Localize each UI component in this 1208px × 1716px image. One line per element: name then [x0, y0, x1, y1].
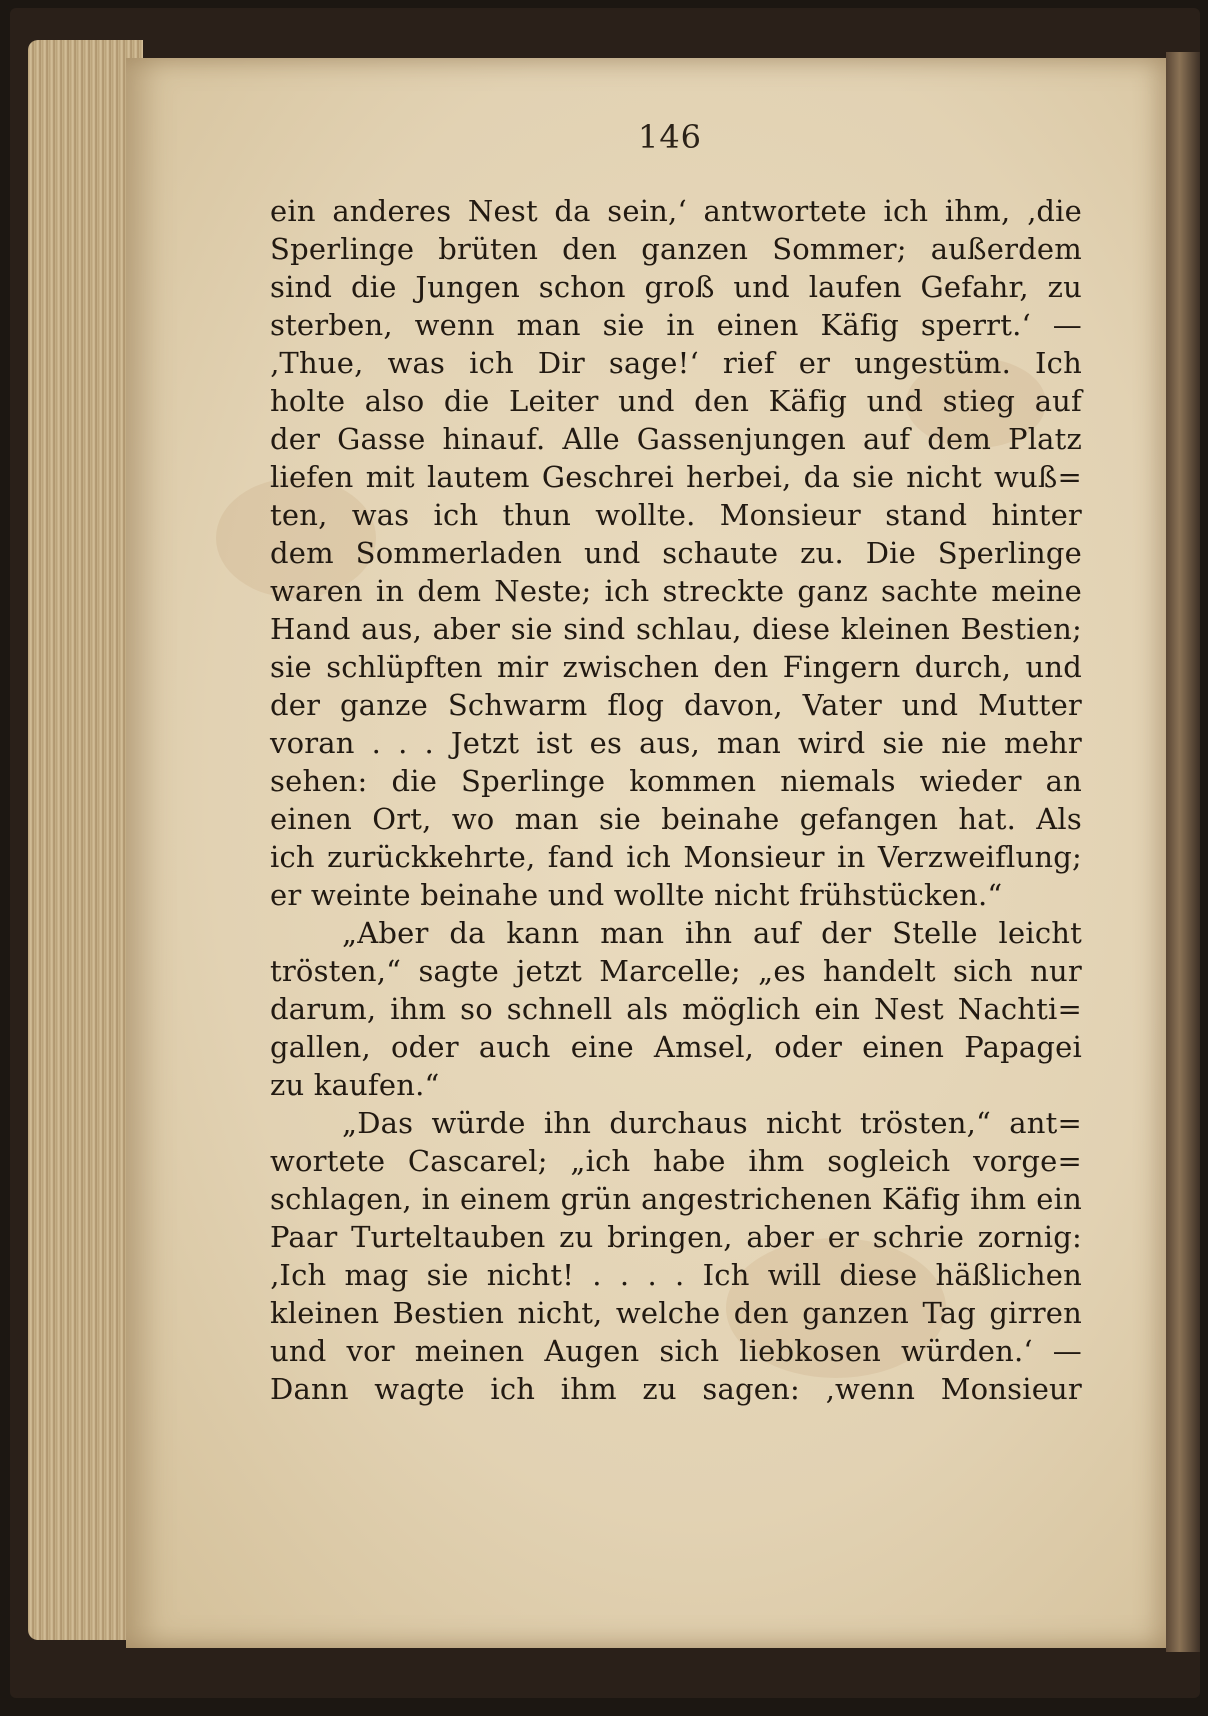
text-line: ich zurückkehrte, fand ich Monsieur in Verzweiflung; — [270, 840, 1082, 874]
text-line: ‚Ich mag sie nicht! . . . . Ich will diese häßlichen — [270, 1258, 1082, 1292]
text-line: liefen mit lautem Geschrei herbei, da sie nicht wuß= — [270, 460, 1082, 494]
text-line: wortete Cascarel; „ich habe ihm sogleich vorge= — [270, 1144, 1082, 1178]
text-line: Hand aus, aber sie sind schlau, diese kleinen Bestien; — [270, 612, 1082, 646]
text-line: sind die Jungen schon groß und laufen Gefahr, zu — [270, 270, 1082, 304]
text-line: waren in dem Neste; ich streckte ganz sachte meine — [270, 574, 1082, 608]
text-line: ten, was ich thun wollte. Monsieur stand hinter — [270, 498, 1082, 532]
text-line: und vor meinen Augen sich liebkosen würden.‘ — — [270, 1334, 1082, 1368]
text-line: Dann wagte ich ihm zu sagen: ‚wenn Monsieur — [270, 1372, 1082, 1406]
text-line: schlagen, in einem grün angestrichenen Käfig ihm ein — [270, 1182, 1082, 1216]
text-line: kleinen Bestien nicht, welche den ganzen Tag girren — [270, 1296, 1082, 1330]
text-line: zu kaufen.“ — [270, 1068, 440, 1102]
text-line: einen Ort, wo man sie beinahe gefangen hat. Als — [270, 802, 1082, 836]
text-line: „Aber da kann man ihn auf der Stelle leicht — [342, 916, 1082, 950]
text-line: dem Sommerladen und schaute zu. Die Sperlinge — [270, 536, 1082, 570]
text-line: holte also die Leiter und den Käfig und stieg auf — [270, 384, 1082, 418]
text-line: Sperlinge brüten den ganzen Sommer; außerdem — [270, 232, 1082, 266]
text-line: sterben, wenn man sie in einen Käfig sperrt.‘ — — [270, 308, 1082, 342]
text-line: „Das würde ihn durchaus nicht trösten,“ ant= — [342, 1106, 1082, 1140]
text-line: sehen: die Sperlinge kommen niemals wieder an — [270, 764, 1082, 798]
book-binding — [1166, 52, 1200, 1652]
text-line: der ganze Schwarm flog davon, Vater und Mutter — [270, 688, 1082, 722]
text-line: ein anderes Nest da sein,‘ antwortete ich ihm, ‚die — [270, 194, 1082, 228]
text-line: trösten,“ sagte jetzt Marcelle; „es handelt sich nur — [270, 954, 1082, 988]
body-text — [270, 192, 1082, 1408]
text-line: gallen, oder auch eine Amsel, oder einen Papagei — [270, 1030, 1082, 1064]
page-number: 146 — [637, 118, 703, 156]
text-line: er weinte beinahe und wollte nicht frühstücken.“ — [270, 878, 1003, 912]
text-line: der Gasse hinauf. Alle Gassenjungen auf dem Platz — [270, 422, 1082, 456]
text-line: darum, ihm so schnell als möglich ein Nest Nachti= — [270, 992, 1082, 1026]
text-line: Paar Turteltauben zu bringen, aber er schrie zornig: — [270, 1220, 1082, 1254]
text-line: ‚Thue, was ich Dir sage!‘ rief er ungestüm. Ich — [270, 346, 1082, 380]
text-line: voran . . . Jetzt ist es aus, man wird sie nie mehr — [270, 726, 1082, 760]
text-line: sie schlüpften mir zwischen den Fingern durch, und — [270, 650, 1082, 684]
